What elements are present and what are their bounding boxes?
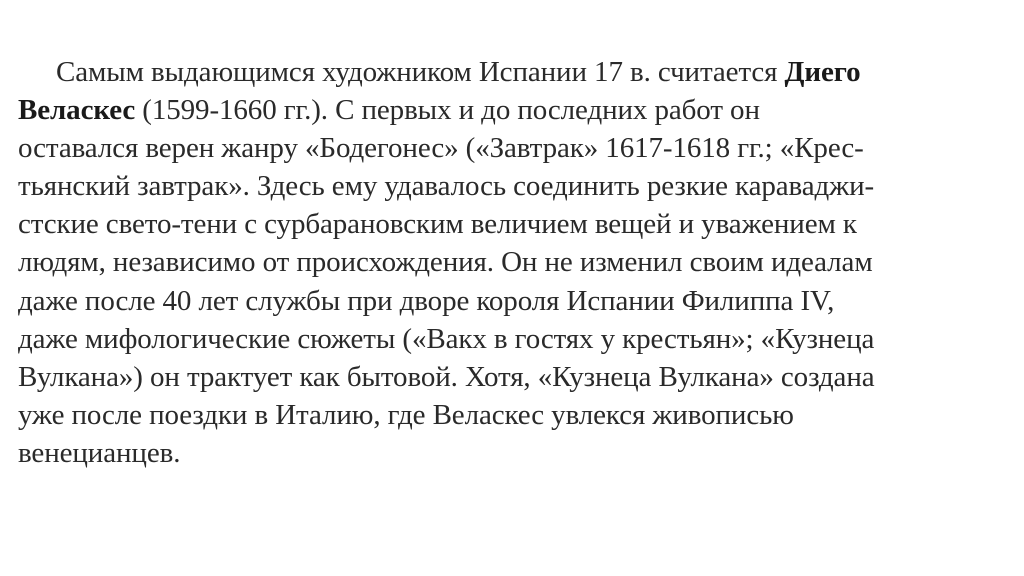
text-line-4: тьянский завтрак». Здесь ему удавалось соединить резкие караваджи- [18, 170, 875, 203]
text-line-7: даже после 40 лет службы при дворе короля Испании Филиппа IV, [18, 284, 835, 317]
text-line-9: Вулкана») он трактует как бытовой. Хотя, «Кузнеца Вулкана» создана [18, 360, 875, 393]
line-2-text: (1599-1660 гг.). С первых и до последних работ он [135, 94, 760, 127]
text-line-1 [18, 53, 1018, 91]
artist-name-last: Веласкес [18, 94, 136, 127]
text-line-3: оставался верен жанру «Бодегонес» («Завтрак» 1617-1618 гг.; «Крес- [18, 132, 864, 165]
text-line-5: стские свето-тени с сурбарановским величием вещей и уважением к [18, 208, 857, 241]
artist-name-first: Диего [784, 56, 861, 88]
text-line-6: людям, независимо от происхождения. Он не изменил своим идеалам [18, 246, 873, 279]
text-line-10: уже после поездки в Италию, где Веласкес увлекся живописью [18, 398, 794, 431]
paragraph-text [18, 53, 1018, 472]
line-1-text: Самым выдающимся художником Испании 17 в. считается [56, 56, 785, 88]
text-line-8: даже мифологические сюжеты («Вакх в гостях у крестьян»; «Кузнеца [18, 322, 875, 355]
text-line-11: венецианцев. [18, 436, 181, 469]
text-line-2 [18, 91, 1018, 129]
